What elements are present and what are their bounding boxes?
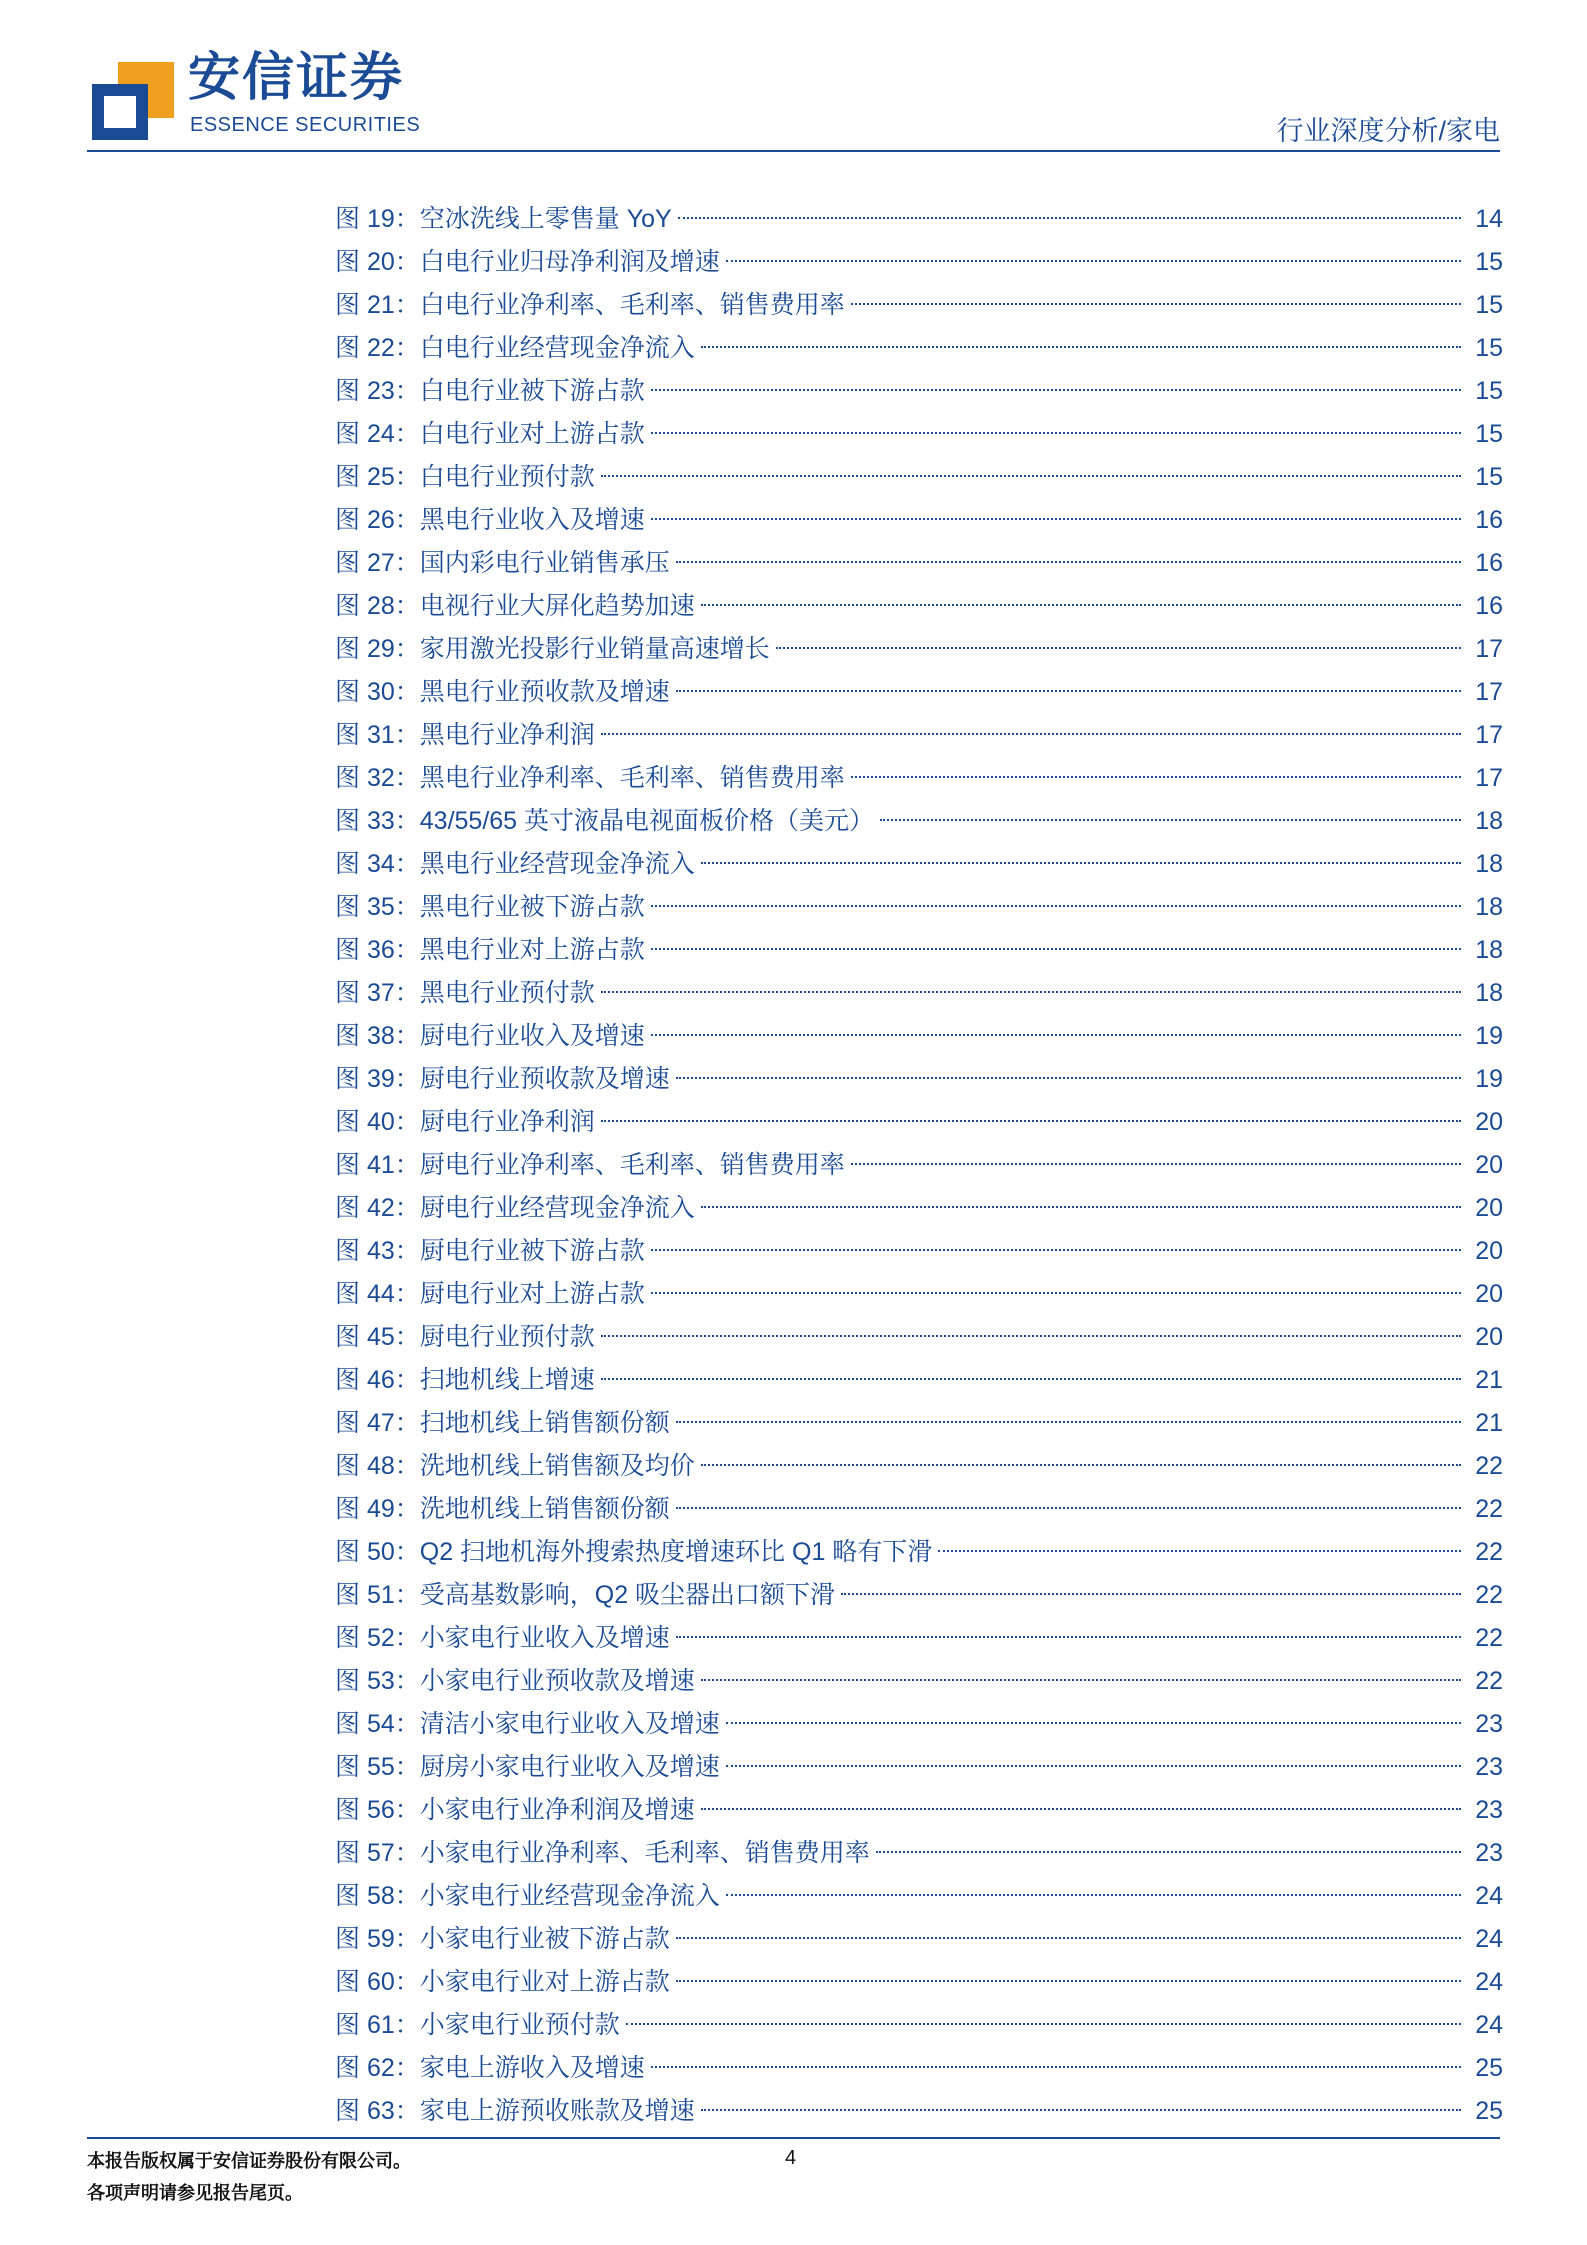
toc-entry-title: 43/55/65 英寸液晶电视面板价格（美元） [419,807,875,835]
toc-entry-page: 15 [1475,334,1503,362]
toc-entry-figure-number: 图 50： [335,1538,420,1566]
toc-entry-figure-number: 图 43： [335,1237,420,1265]
toc-entry-page: 22 [1475,1452,1503,1480]
toc-dot-leader [601,1120,1461,1122]
toc-entry[interactable] [335,972,1503,1015]
toc-dot-leader [726,1765,1461,1767]
toc-entry-title: 小家电行业净利润及增速 [419,1796,695,1824]
toc-entry-page: 18 [1475,979,1503,1007]
toc-entry[interactable] [335,1660,1503,1703]
toc-dot-leader [651,905,1461,907]
toc-dot-leader [678,217,1461,219]
toc-entry-figure-number: 图 57： [335,1839,420,1867]
toc-entry[interactable] [335,327,1503,370]
toc-entry-title: 厨电行业对上游占款 [419,1280,645,1308]
toc-entry-title: 清洁小家电行业收入及增速 [419,1710,720,1738]
toc-entry-figure-number: 图 56： [335,1796,420,1824]
toc-dot-leader [776,647,1461,649]
toc-entry-title: 白电行业对上游占款 [419,420,645,448]
toc-dot-leader [701,1679,1461,1681]
toc-dot-leader [701,604,1461,606]
toc-entry[interactable] [335,2090,1503,2133]
toc-entry-title: 扫地机线上销售额份额 [419,1409,670,1437]
toc-entry[interactable] [335,241,1503,284]
toc-entry-figure-number: 图 49： [335,1495,420,1523]
toc-entry-title: 受高基数影响，Q2 吸尘器出口额下滑 [419,1581,836,1609]
toc-dot-leader [601,991,1461,993]
toc-entry-title: 洗地机线上销售额及均价 [419,1452,695,1480]
toc-entry[interactable] [335,1144,1503,1187]
toc-dot-leader [651,948,1461,950]
toc-entry-page: 18 [1475,936,1503,964]
toc-entry[interactable] [335,1230,1503,1273]
toc-entry[interactable] [335,1101,1503,1144]
toc-entry-page: 20 [1475,1280,1503,1308]
toc-entry-page: 23 [1475,1710,1503,1738]
toc-entry-figure-number: 图 35： [335,893,420,921]
toc-dot-leader [851,303,1461,305]
toc-entry-title: 黑电行业净利率、毛利率、销售费用率 [419,764,845,792]
toc-entry-title: 厨电行业被下游占款 [419,1237,645,1265]
toc-entry-page: 15 [1475,420,1503,448]
logo-english-name: ESSENCE SECURITIES [190,114,421,136]
toc-entry-page: 20 [1475,1194,1503,1222]
toc-dot-leader [651,389,1461,391]
toc-entry-figure-number: 图 53： [335,1667,420,1695]
toc-dot-leader [701,2109,1461,2111]
toc-dot-leader [651,2066,1461,2068]
toc-entry[interactable] [335,1961,1503,2004]
toc-entry-figure-number: 图 46： [335,1366,420,1394]
toc-entry-page: 25 [1475,2054,1503,2082]
toc-dot-leader [676,1507,1461,1509]
toc-entry-page: 17 [1475,764,1503,792]
toc-entry-title: 黑电行业对上游占款 [419,936,645,964]
toc-entry-figure-number: 图 45： [335,1323,420,1351]
toc-entry[interactable] [335,1402,1503,1445]
toc-dot-leader [701,1464,1461,1466]
toc-entry-title: 白电行业预付款 [419,463,595,491]
toc-entry-figure-number: 图 22： [335,334,420,362]
toc-entry-page: 21 [1475,1409,1503,1437]
toc-entry-title: 国内彩电行业销售承压 [419,549,670,577]
toc-entry-title: 厨房小家电行业收入及增速 [419,1753,720,1781]
toc-entry[interactable] [335,1488,1503,1531]
toc-entry[interactable] [335,1918,1503,1961]
toc-entry-figure-number: 图 44： [335,1280,420,1308]
toc-entry-title: 厨电行业预收款及增速 [419,1065,670,1093]
toc-dot-leader [726,260,1461,262]
toc-entry-figure-number: 图 31： [335,721,420,749]
toc-entry[interactable] [335,585,1503,628]
toc-entry-figure-number: 图 29： [335,635,420,663]
toc-dot-leader [701,346,1461,348]
toc-entry-page: 22 [1475,1538,1503,1566]
toc-entry-figure-number: 图 37： [335,979,420,1007]
toc-entry-page: 16 [1475,549,1503,577]
toc-entry-figure-number: 图 52： [335,1624,420,1652]
toc-entry[interactable] [335,499,1503,542]
toc-entry-page: 22 [1475,1495,1503,1523]
toc-entry-title: 电视行业大屏化趋势加速 [419,592,695,620]
toc-entry-figure-number: 图 59： [335,1925,420,1953]
toc-entry-title: 白电行业净利率、毛利率、销售费用率 [419,291,845,319]
toc-dot-leader [651,518,1461,520]
footer-copyright: 本报告版权属于安信证券股份有限公司。 [87,2151,411,2171]
toc-dot-leader [851,776,1461,778]
toc-entry[interactable] [335,843,1503,886]
toc-entry[interactable] [335,800,1503,843]
toc-entry-title: 家用激光投影行业销量高速增长 [419,635,770,663]
essence-logo-icon [92,62,174,140]
toc-entry-figure-number: 图 20： [335,248,420,276]
toc-entry-figure-number: 图 63： [335,2097,420,2125]
toc-entry-title: 黑电行业净利润 [419,721,595,749]
toc-dot-leader [676,561,1461,563]
toc-entry[interactable] [335,1015,1503,1058]
toc-entry[interactable] [335,1187,1503,1230]
toc-entry-page: 20 [1475,1237,1503,1265]
report-category: 行业深度分析/家电 [1276,116,1500,146]
toc-entry-page: 20 [1475,1323,1503,1351]
toc-entry-page: 16 [1475,506,1503,534]
toc-entry-page: 14 [1475,205,1503,233]
toc-entry-figure-number: 图 23： [335,377,420,405]
toc-entry[interactable] [335,198,1503,241]
toc-entry-figure-number: 图 58： [335,1882,420,1910]
toc-entry-page: 15 [1475,463,1503,491]
toc-entry-page: 22 [1475,1581,1503,1609]
toc-entry-title: 厨电行业预付款 [419,1323,595,1351]
toc-entry-title: 黑电行业预付款 [419,979,595,1007]
toc-entry-page: 19 [1475,1065,1503,1093]
toc-entry-title: Q2 扫地机海外搜索热度增速环比 Q1 略有下滑 [419,1538,933,1566]
toc-entry-title: 小家电行业被下游占款 [419,1925,670,1953]
toc-entry-figure-number: 图 34： [335,850,420,878]
toc-entry-figure-number: 图 19： [335,205,420,233]
toc-entry-page: 21 [1475,1366,1503,1394]
toc-entry-page: 24 [1475,1882,1503,1910]
toc-entry[interactable] [335,714,1503,757]
toc-entry[interactable] [335,2047,1503,2090]
toc-entry-page: 25 [1475,2097,1503,2125]
toc-dot-leader [676,1421,1461,1423]
toc-entry-title: 白电行业被下游占款 [419,377,645,405]
toc-entry-page: 24 [1475,2011,1503,2039]
toc-entry-page: 24 [1475,1925,1503,1953]
toc-entry-figure-number: 图 25： [335,463,420,491]
toc-entry-figure-number: 图 26： [335,506,420,534]
toc-entry-title: 黑电行业经营现金净流入 [419,850,695,878]
toc-entry[interactable] [335,1316,1503,1359]
toc-dot-leader [701,862,1461,864]
toc-entry-page: 15 [1475,377,1503,405]
toc-entry-figure-number: 图 55： [335,1753,420,1781]
toc-entry-title: 家电上游收入及增速 [419,2054,645,2082]
toc-entry[interactable] [335,1703,1503,1746]
toc-entry-page: 17 [1475,635,1503,663]
toc-dot-leader [651,1249,1461,1251]
toc-entry-page: 17 [1475,678,1503,706]
logo-chinese-name: 安信证券 [188,49,405,107]
toc-entry-title: 小家电行业对上游占款 [419,1968,670,1996]
toc-dot-leader [938,1550,1461,1552]
toc-entry-figure-number: 图 32： [335,764,420,792]
toc-entry-page: 23 [1475,1753,1503,1781]
toc-entry[interactable] [335,1832,1503,1875]
toc-dot-leader [701,1206,1461,1208]
toc-entry[interactable] [335,1746,1503,1789]
toc-entry-figure-number: 图 28： [335,592,420,620]
toc-entry-figure-number: 图 39： [335,1065,420,1093]
toc-dot-leader [601,733,1461,735]
toc-entry[interactable] [335,1273,1503,1316]
toc-entry-title: 家电上游预收账款及增速 [419,2097,695,2125]
toc-entry-page: 16 [1475,592,1503,620]
toc-dot-leader [701,1808,1461,1810]
toc-entry[interactable] [335,2004,1503,2047]
toc-entry-title: 扫地机线上增速 [419,1366,595,1394]
toc-entry-title: 小家电行业经营现金净流入 [419,1882,720,1910]
toc-dot-leader [601,1335,1461,1337]
toc-entry-page: 23 [1475,1839,1503,1867]
toc-entry-page: 18 [1475,807,1503,835]
toc-entry-title: 空冰洗线上零售量 YoY [419,205,672,233]
toc-entry-figure-number: 图 33： [335,807,420,835]
toc-entry[interactable] [335,1574,1503,1617]
toc-entry-page: 19 [1475,1022,1503,1050]
toc-entry-figure-number: 图 54： [335,1710,420,1738]
toc-entry-figure-number: 图 40： [335,1108,420,1136]
toc-dot-leader [876,1851,1461,1853]
toc-entry-page: 17 [1475,721,1503,749]
page-header [0,0,1587,152]
toc-entry-title: 小家电行业净利率、毛利率、销售费用率 [419,1839,870,1867]
toc-entry-title: 厨电行业经营现金净流入 [419,1194,695,1222]
toc-entry-page: 20 [1475,1108,1503,1136]
toc-dot-leader [651,432,1461,434]
toc-dot-leader [651,1034,1461,1036]
toc-entry-page: 22 [1475,1667,1503,1695]
toc-entry-page: 24 [1475,1968,1503,1996]
toc-entry-figure-number: 图 27： [335,549,420,577]
toc-entry-title: 洗地机线上销售额份额 [419,1495,670,1523]
toc-entry-page: 15 [1475,248,1503,276]
toc-entry-title: 白电行业归母净利润及增速 [419,248,720,276]
toc-entry[interactable] [335,757,1503,800]
toc-dot-leader [676,690,1461,692]
toc-entry-figure-number: 图 24： [335,420,420,448]
figure-table-of-contents [335,198,1503,2133]
toc-entry[interactable] [335,456,1503,499]
toc-entry[interactable] [335,284,1503,327]
toc-entry[interactable] [335,628,1503,671]
toc-entry-figure-number: 图 60： [335,1968,420,1996]
toc-entry-page: 15 [1475,291,1503,319]
toc-dot-leader [651,1292,1461,1294]
footer-disclaimer: 各项声明请参见报告尾页。 [87,2183,303,2203]
toc-entry-title: 白电行业经营现金净流入 [419,334,695,362]
toc-dot-leader [841,1593,1461,1595]
toc-dot-leader [676,1980,1461,1982]
toc-entry-figure-number: 图 61： [335,2011,420,2039]
toc-entry[interactable] [335,1875,1503,1918]
toc-entry[interactable] [335,1789,1503,1832]
toc-entry[interactable] [335,1531,1503,1574]
toc-entry[interactable] [335,1445,1503,1488]
toc-entry-title: 厨电行业净利率、毛利率、销售费用率 [419,1151,845,1179]
toc-entry-title: 黑电行业收入及增速 [419,506,645,534]
toc-entry-figure-number: 图 21： [335,291,420,319]
toc-dot-leader [726,1894,1461,1896]
toc-entry-figure-number: 图 41： [335,1151,420,1179]
toc-entry-page: 18 [1475,893,1503,921]
toc-entry-title: 小家电行业收入及增速 [419,1624,670,1652]
toc-dot-leader [880,819,1461,821]
toc-entry-figure-number: 图 47： [335,1409,420,1437]
toc-entry[interactable] [335,929,1503,972]
toc-dot-leader [726,1722,1461,1724]
toc-entry-page: 20 [1475,1151,1503,1179]
toc-dot-leader [676,1636,1461,1638]
toc-entry-page: 18 [1475,850,1503,878]
toc-entry-title: 小家电行业预收款及增速 [419,1667,695,1695]
toc-dot-leader [626,2023,1461,2025]
toc-entry-figure-number: 图 62： [335,2054,420,2082]
toc-entry-figure-number: 图 51： [335,1581,420,1609]
toc-entry[interactable] [335,413,1503,456]
toc-entry[interactable] [335,671,1503,714]
toc-entry-page: 23 [1475,1796,1503,1824]
toc-entry-title: 小家电行业预付款 [419,2011,620,2039]
header-divider [87,150,1500,152]
toc-entry-title: 黑电行业预收款及增速 [419,678,670,706]
toc-entry-title: 厨电行业收入及增速 [419,1022,645,1050]
toc-dot-leader [601,1378,1461,1380]
footer-divider [87,2137,1500,2139]
toc-dot-leader [676,1077,1461,1079]
toc-entry[interactable] [335,1058,1503,1101]
toc-entry-figure-number: 图 36： [335,936,420,964]
toc-entry-figure-number: 图 48： [335,1452,420,1480]
toc-entry-figure-number: 图 38： [335,1022,420,1050]
page-number: 4 [785,2147,797,2169]
toc-entry[interactable] [335,1359,1503,1402]
toc-dot-leader [601,475,1461,477]
toc-entry-page: 22 [1475,1624,1503,1652]
toc-dot-leader [676,1937,1461,1939]
toc-entry-figure-number: 图 42： [335,1194,420,1222]
toc-entry[interactable] [335,886,1503,929]
toc-entry[interactable] [335,1617,1503,1660]
toc-entry[interactable] [335,542,1503,585]
toc-dot-leader [851,1163,1461,1165]
toc-entry[interactable] [335,370,1503,413]
toc-entry-figure-number: 图 30： [335,678,420,706]
toc-entry-title: 厨电行业净利润 [419,1108,595,1136]
toc-entry-title: 黑电行业被下游占款 [419,893,645,921]
